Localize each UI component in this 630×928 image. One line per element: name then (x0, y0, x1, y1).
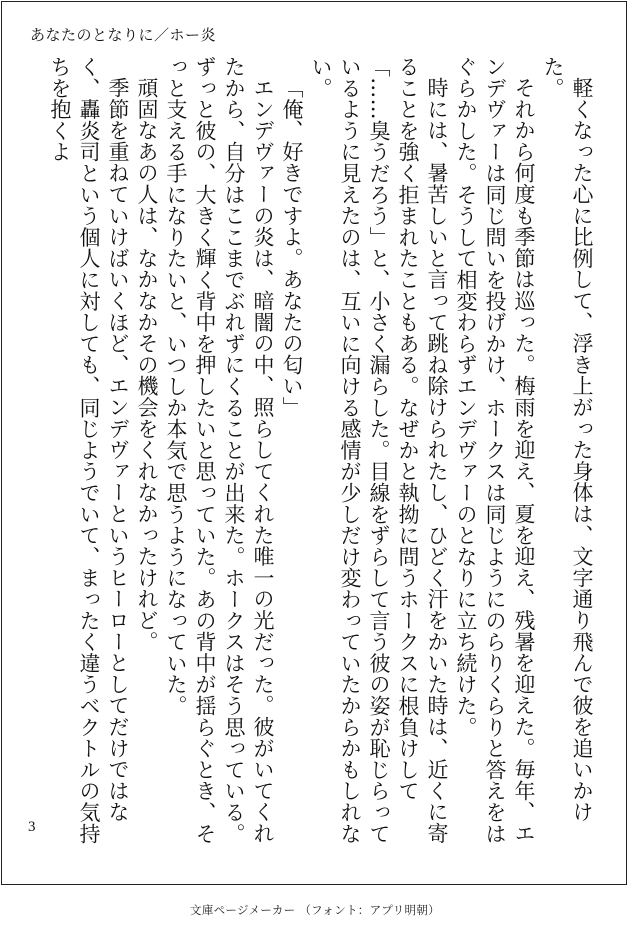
paragraph: 「俺、好きですよ。あなたの匂い」 (280, 77, 304, 418)
paragraph: それから何度も季節は巡った。梅雨を迎え、夏を迎え、残暑を迎えた。毎年、エンデヴァーは同じ問いを投げかけ、ホークスは同じようにのらりくらりと答えをはぐらかした。そうして相変わらずエンデヴァーのとなりに立ち続けた。 (454, 56, 536, 845)
paragraph: 頑固なあの人は、なかなかその機会をくれなかったけれど。 (135, 77, 159, 653)
body-text (45, 56, 596, 856)
app-footer-credit: 文庫ページメーカー （フォント：アプリ明朝） (190, 903, 440, 917)
paragraph: 時には、暑苦しいと言って跳ね除けられたし、ひどく汗をかいた時は、近くに寄ることを強く拒まれたこともある。なぜかと執拗に問うホークスに根負けして「……臭うだろう」と、小さく漏らした。目線をずらして言う彼の姿が恥じらっているように見えたのは、互いに向ける感情が少しだけ変わっていたからかもしれない。 (309, 56, 449, 845)
paragraph: 軽くなった心に比例して、浮き上がった身体は、文字通り飛んで彼を追いかけた。 (541, 56, 594, 823)
paragraph: エンデヴァーの炎は、暗闇の中、照らしてくれた唯一の光だった。彼がいてくれたから、自分はここまでぶれずにくることが出来た。ホークスはそう思っている。ずっと彼の、大きく輝く背中を押したいと思っていた。あの背中が揺らぐとき、そっと支える手になりたいと、いつしか本気で思うようになっていた。 (164, 56, 275, 845)
paragraph: 季節を重ねていけばいくほど、エンデヴァーというヒーローとしてだけではなく、轟炎司という個人に対しても、同じようでいて、まったく違うベクトルの気持ちを抱くよ (48, 56, 130, 845)
page-header-title: あなたのとなりに／ホー炎 (30, 26, 217, 44)
page-number: 3 (28, 819, 36, 835)
page-frame (1, 1, 627, 885)
